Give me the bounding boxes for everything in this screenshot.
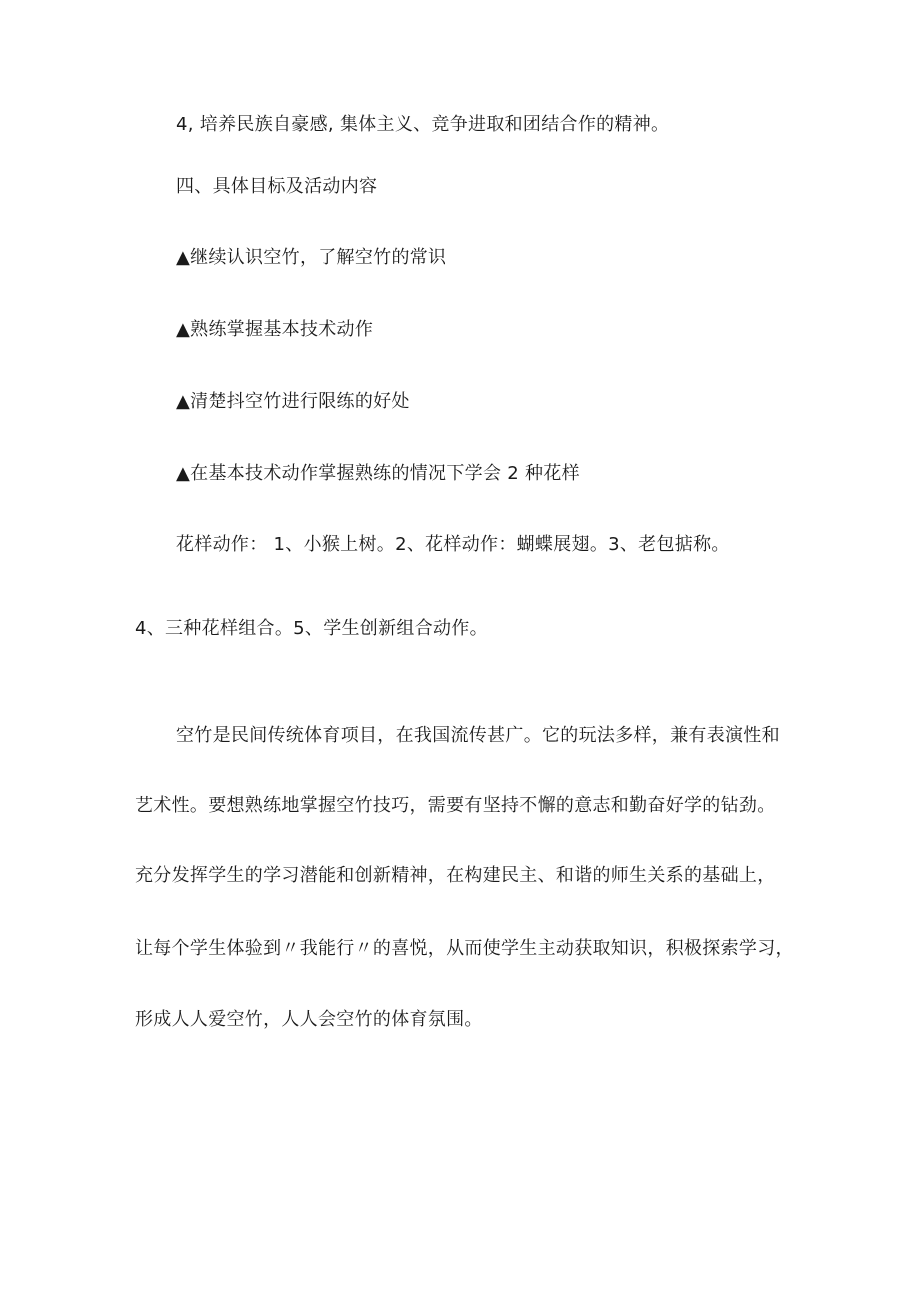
tricks-line-continued: 4、三种花样组合。5、学生创新组合动作。 bbox=[135, 618, 488, 639]
paragraph-line: 形成人人爱空竹，人人会空竹的体育氛围。 bbox=[135, 1009, 483, 1030]
paragraph-line: 空竹是民间传统体育项目，在我国流传甚广。它的玩法多样，兼有表演性和 bbox=[176, 725, 780, 746]
objective-item: ▲清楚抖空竹进行限练的好处 bbox=[176, 391, 410, 412]
paragraph-line: 充分发挥学生的学习潜能和创新精神，在构建民主、和谐的师生关系的基础上， bbox=[135, 865, 776, 886]
objective-item: ▲在基本技术动作掌握熟练的情况下学会 2 种花样 bbox=[176, 463, 580, 484]
section-heading: 四、具体目标及活动内容 bbox=[176, 176, 378, 197]
objective-item: ▲继续认识空竹，了解空竹的常识 bbox=[176, 247, 447, 268]
objective-item: ▲熟练掌握基本技术动作 bbox=[176, 319, 374, 340]
tricks-line: 花样动作： 1、小猴上树。2、花样动作：蝴蝶展翅。3、老包掂称。 bbox=[176, 534, 730, 555]
paragraph-line: 艺术性。要想熟练地掌握空竹技巧，需要有坚持不懈的意志和勤奋好学的钻劲。 bbox=[135, 795, 776, 816]
paragraph-line: 让每个学生体验到〃我能行〃的喜悦，从而使学生主动获取知识，积极探索学习， bbox=[135, 938, 794, 959]
goal-item-4: 4, 培养民族自豪感, 集体主义、竞争进取和团结合作的精神。 bbox=[176, 114, 670, 135]
